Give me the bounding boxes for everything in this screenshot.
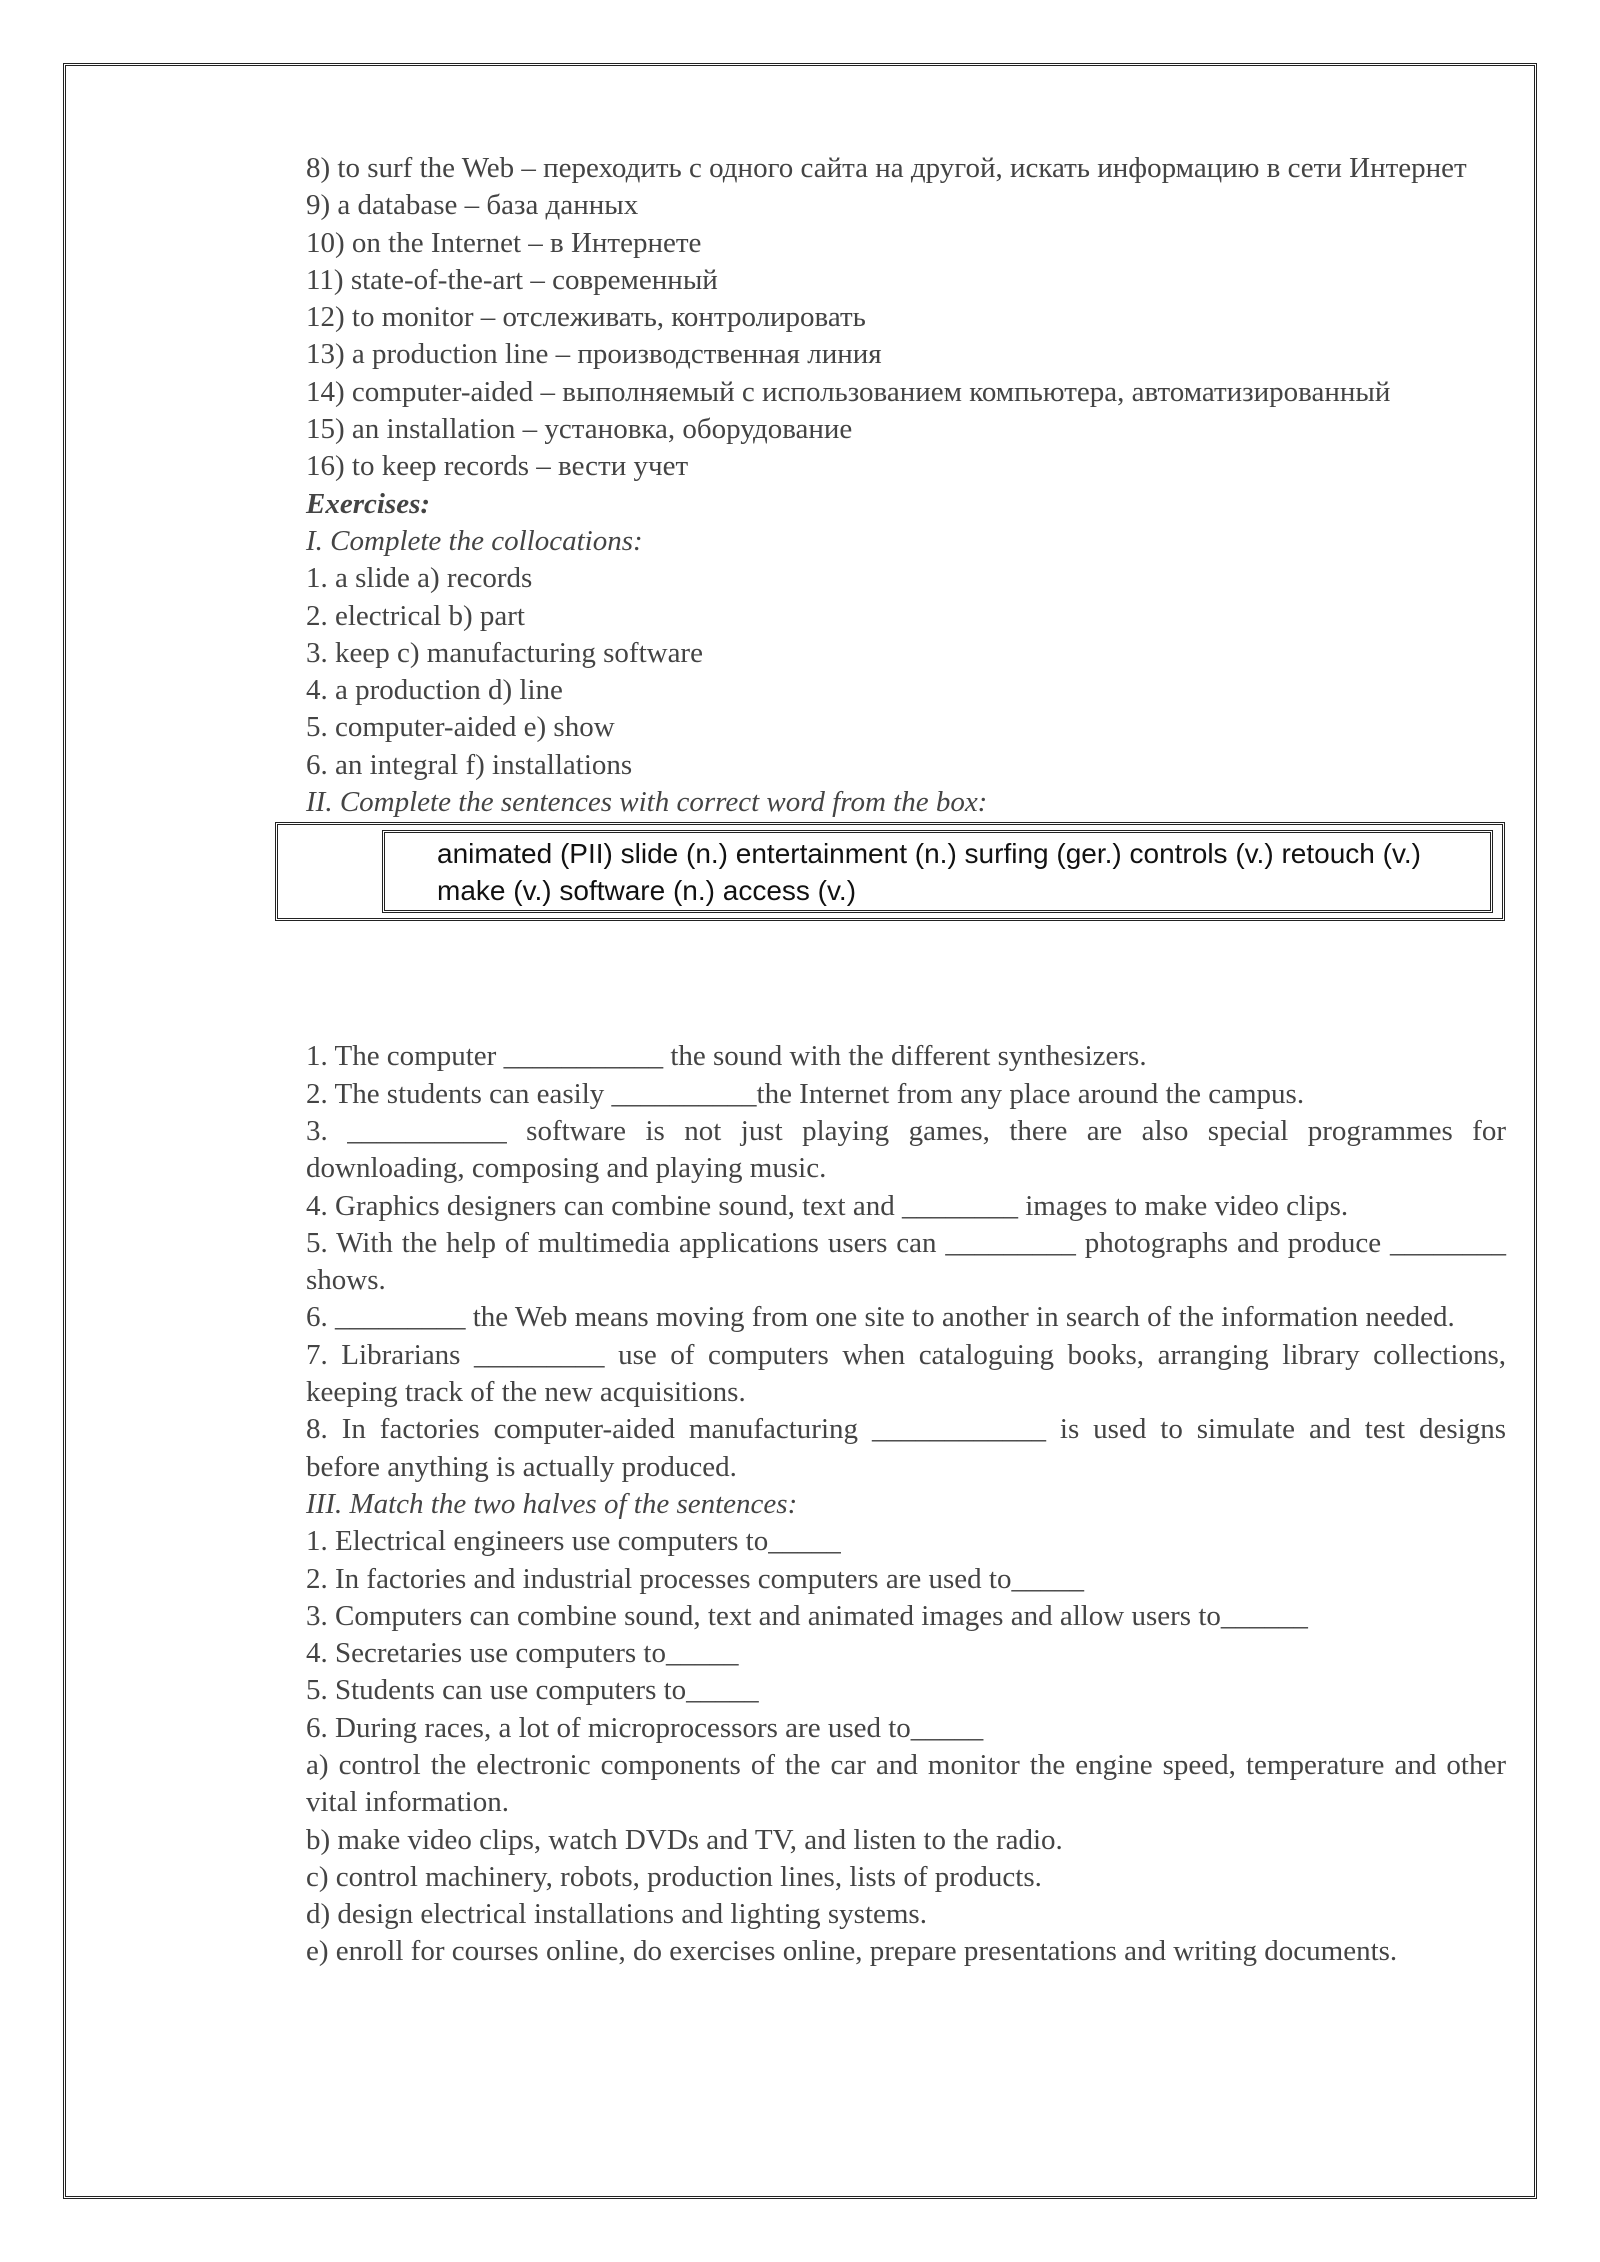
vocab-item: 11) state-of-the-art – современный <box>306 263 718 296</box>
sentence-item: 6. _________ the Web means moving from one site to another in search of the information needed. <box>306 1301 1455 1334</box>
match-item: 5. Students can use computers to_____ <box>306 1674 759 1707</box>
answer-item: a) control the electronic components of the car and monitor the engine speed, temperature and other vital information. <box>306 1748 1506 1819</box>
match-item: 4. Secretaries use computers to_____ <box>306 1637 739 1670</box>
exercise-1-list <box>306 560 1506 784</box>
collocation-item: 3. keep c) manufacturing software <box>306 636 703 669</box>
exercise-1-title: I. Complete the collocations: <box>306 524 643 557</box>
sentence-item: 8. In factories computer-aided manufacturing ____________ is used to simulate and test designs before anything is actually produced. <box>306 1413 1506 1483</box>
sentence-item: 5. With the help of multimedia applications users can _________ photographs and produce ________ shows. <box>306 1226 1506 1297</box>
collocation-item: 1. a slide a) records <box>306 562 533 595</box>
answer-item: c) control machinery, robots, production lines, lists of products. <box>306 1860 1042 1893</box>
exercise-3-answers <box>306 1747 1506 1971</box>
vocab-item: 10) on the Internet – в Интернете <box>306 226 702 259</box>
document-body <box>306 150 1506 1971</box>
vocab-list <box>306 150 1506 486</box>
exercises-heading: Exercises: <box>306 487 431 520</box>
vocab-item: 14) computer-aided – выполняемый с использованием компьютера, автоматизированный <box>306 375 1391 408</box>
match-item: 6. During races, a lot of microprocessors are used to_____ <box>306 1711 984 1744</box>
sentence-item: 7. Librarians _________ use of computers when cataloguing books, arranging library collections, keeping track of the new acquisitions. <box>306 1338 1506 1409</box>
word-box-line-2: make (v.) software (n.) access (v.) <box>437 875 857 907</box>
vocab-item: 16) to keep records – вести учет <box>306 450 689 483</box>
collocation-item: 5. computer-aided e) show <box>306 711 615 744</box>
collocation-item: 2. electrical b) part <box>306 599 525 632</box>
match-item: 1. Electrical engineers use computers to_____ <box>306 1525 841 1558</box>
vocab-item: 15) an installation – установка, оборудование <box>306 413 853 446</box>
collocation-item: 6. an integral f) installations <box>306 748 633 781</box>
exercise-2-title: II. Complete the sentences with correct word from the box: <box>306 786 988 819</box>
exercise-3-list <box>306 1523 1506 1747</box>
match-item: 3. Computers can combine sound, text and animated images and allow users to______ <box>306 1599 1308 1632</box>
sentence-item: 1. The computer ___________ the sound with the different synthesizers. <box>306 1040 1147 1073</box>
word-box-line-1: animated (PII) slide (n.) entertainment (n.) surfing (ger.) controls (v.) retouch (v.) <box>437 838 1421 870</box>
answer-item: e) enroll for courses online, do exercises online, prepare presentations and writing documents. <box>306 1935 1398 1968</box>
vocab-item: 12) to monitor – отслеживать, контролировать <box>306 301 866 334</box>
sentence-item: 4. Graphics designers can combine sound, text and ________ images to make video clips. <box>306 1189 1349 1222</box>
exercise-3-title: III. Match the two halves of the sentences: <box>306 1487 798 1520</box>
match-item: 2. In factories and industrial processes computers are used to_____ <box>306 1562 1084 1595</box>
word-box-inner <box>382 830 1493 913</box>
vocab-item: 9) a database – база данных <box>306 189 639 222</box>
collocation-item: 4. a production d) line <box>306 674 563 707</box>
word-box <box>275 822 1505 921</box>
vocab-item: 8) to surf the Web – переходить с одного сайта на другой, искать информацию в сети Интернет <box>306 152 1467 184</box>
sentence-item: 2. The students can easily __________the Internet from any place around the campus. <box>306 1077 1305 1110</box>
sentence-item: 3. ___________ software is not just playing games, there are also special programmes for downloading, composing and playing music. <box>306 1114 1506 1185</box>
exercise-2-list <box>306 1038 1506 1486</box>
vocab-item: 13) a production line – производственная линия <box>306 338 882 371</box>
answer-item: b) make video clips, watch DVDs and TV, and listen to the radio. <box>306 1823 1063 1856</box>
answer-item: d) design electrical installations and lighting systems. <box>306 1898 927 1931</box>
spacer <box>306 921 1506 1038</box>
